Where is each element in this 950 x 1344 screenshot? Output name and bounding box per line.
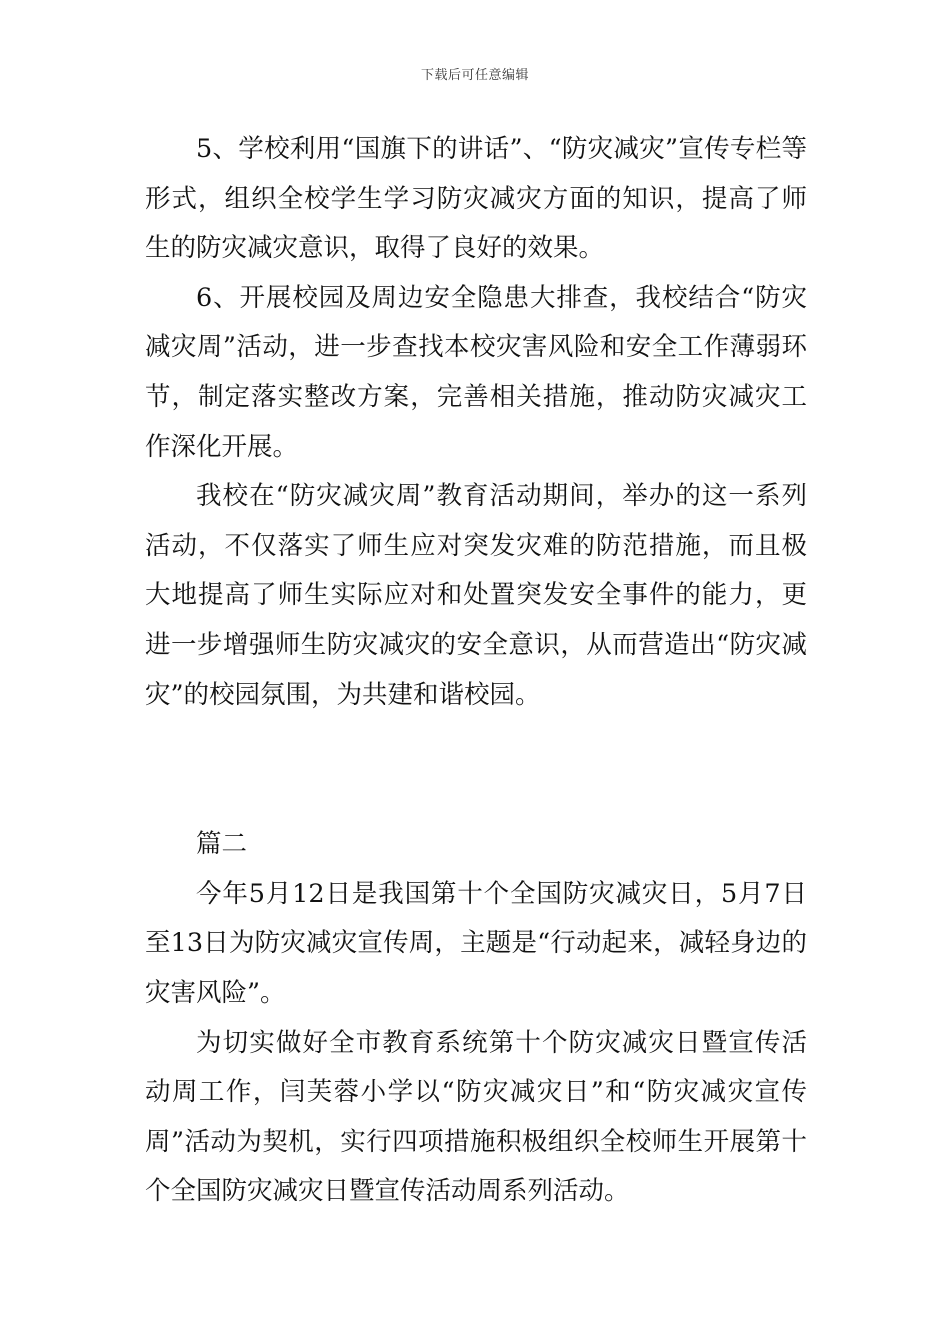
paragraph-measures: 为切实做好全市教育系统第十个防灾减灾日暨宣传活动周工作，闫芙蓉小学以“防灾减灾日”和“防灾减灾宣传周”活动为契机，实行四项措施积极组织全校师生开展第十个全国防灾减灾日暨宣传活动周系列活动。 xyxy=(145,1027,807,1207)
paragraph-summary: 我校在“防灾减灾周”教育活动期间，举办的这一系列活动，不仅落实了师生应对突发灾难的防范措施，而且极大地提高了师生实际应对和处置突发安全事件的能力，更进一步增强师生防灾减灾的安全意识，从而营造出“防灾减灾”的校园氛围，为共建和谐校园。 xyxy=(145,481,807,710)
paragraph-item-6: 6、开展校园及周边安全隐患大排查，我校结合“防灾减灾周”活动，进一步查找本校灾害风险和安全工作薄弱环节，制定落实整改方案，完善相关措施，推动防灾减灾工作深化开展。 xyxy=(145,282,807,462)
paragraph-intro: 今年5月12日是我国第十个全国防灾减灾日，5月7日至13日为防灾减灾宣传周，主题是“行动起来，减轻身边的灾害风险”。 xyxy=(145,878,807,1008)
section-heading: 篇二 xyxy=(196,829,248,860)
document-body xyxy=(145,125,807,1217)
page-header: 下载后可任意编辑 xyxy=(420,68,529,83)
section-gap xyxy=(145,720,807,820)
paragraph-item-5: 5、学校利用“国旗下的讲话”、“防灾减灾”宣传专栏等形式，组织全校学生学习防灾减灾方面的知识，提高了师生的防灾减灾意识，取得了良好的效果。 xyxy=(145,134,807,264)
